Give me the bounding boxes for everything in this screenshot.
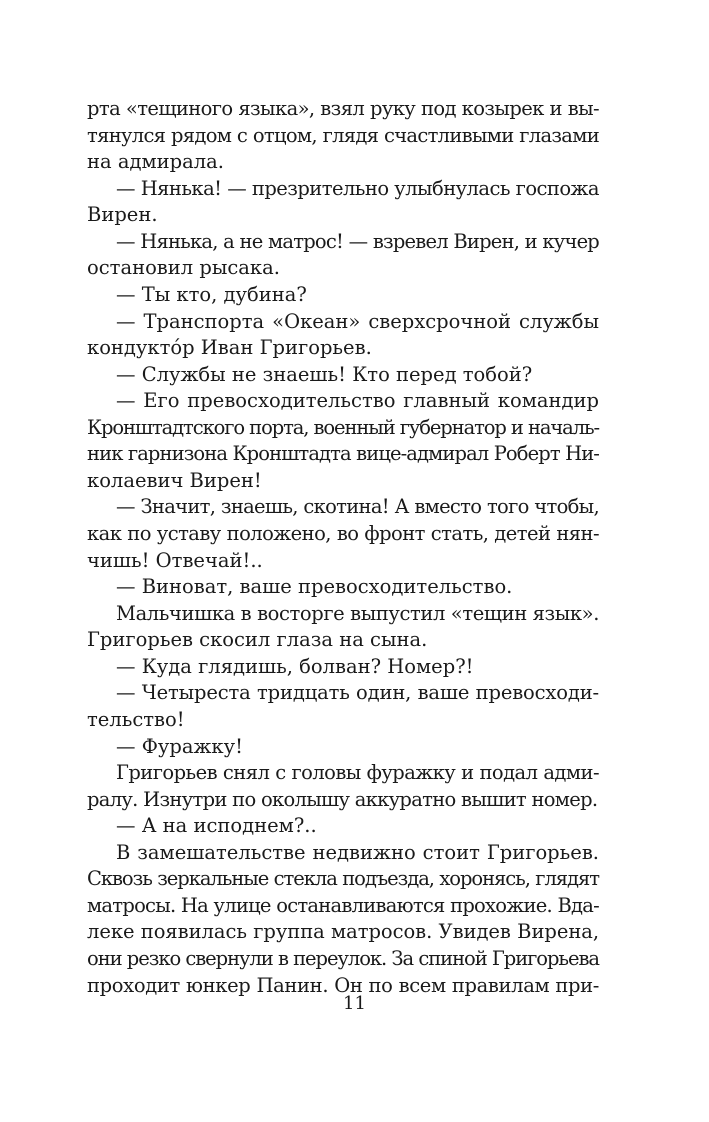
text-line: тянулся рядом с отцом, глядя счастливыми глазами [87, 123, 599, 147]
text-line: матросы. На улице останавливаются прохожие. Вда- [87, 893, 599, 917]
text-line: Сквозь зеркальные стекла подъезда, хоронясь, глядят [87, 867, 599, 891]
text-line: Григорьев снял с головы фуражку и подал адми- [116, 761, 599, 785]
text-line: — Службы не знаешь! Кто перед тобой? [116, 362, 533, 386]
text-line: — Значит, знаешь, скотина! А вместо того чтобы, [116, 495, 599, 519]
text-line: — Нянька! — презрительно улыбнулась госпожа [116, 176, 599, 200]
text-line: на адмирала. [87, 150, 224, 174]
text-line: тельство! [87, 707, 185, 731]
text-line: они резко свернули в переулок. За спиной Григорьева [87, 947, 599, 970]
text-line: — Ты кто, дубина? [116, 282, 307, 306]
text-line: как по уставу положено, во фронт стать, детей нян- [87, 522, 599, 545]
text-line: ралу. Изнутри по околышу аккуратно вышит номер. [87, 787, 598, 811]
text-line: колаевич Вирен! [87, 468, 262, 492]
text-line: Кронштадтского порта, военный губернатор и началь- [87, 415, 599, 439]
text-line: — Четыреста тридцать один, ваше превосходи- [116, 681, 599, 705]
text-line: Мальчишка в восторге выпустил «тещин язык». [116, 601, 599, 625]
text-line: Григорьев скосил глаза на сына. [87, 628, 428, 652]
text-line: — Его превосходительство главный командир [116, 389, 599, 413]
text-line: — Нянька, а не матрос! — взревел Вирен, и кучер [116, 229, 599, 253]
text-line: — А на исподнем?.. [116, 814, 317, 838]
text-line: остановил рысака. [87, 256, 280, 280]
text-line: — Фуражку! [116, 734, 243, 758]
text-line: чишь! Отвечай!.. [87, 548, 263, 572]
text-line: — Виноват, ваше превосходительство. [116, 575, 513, 599]
text-line: проходит юнкер Панин. Он по всем правилам при- [87, 973, 599, 997]
text-line: Вирен. [87, 203, 158, 227]
text-line: — Куда глядишь, болван? Номер?! [116, 654, 474, 678]
text-line: ник гарнизона Кронштадта вице-адмирал Роберт Ни- [87, 442, 599, 466]
body-text [87, 96, 599, 999]
page-number: 11 [343, 993, 366, 1014]
text-line: — Транспорта «Океан» сверхсрочной службы [116, 309, 599, 333]
text-line: В замешательстве недвижно стоит Григорьев. [116, 840, 599, 864]
text-line: кондуктóр Иван Григорьев. [87, 336, 372, 360]
text-line: леке появилась группа матросов. Увидев Вирена, [87, 920, 599, 944]
text-line: рта «тещиного языка», взял руку под козырек и вы- [87, 97, 599, 120]
